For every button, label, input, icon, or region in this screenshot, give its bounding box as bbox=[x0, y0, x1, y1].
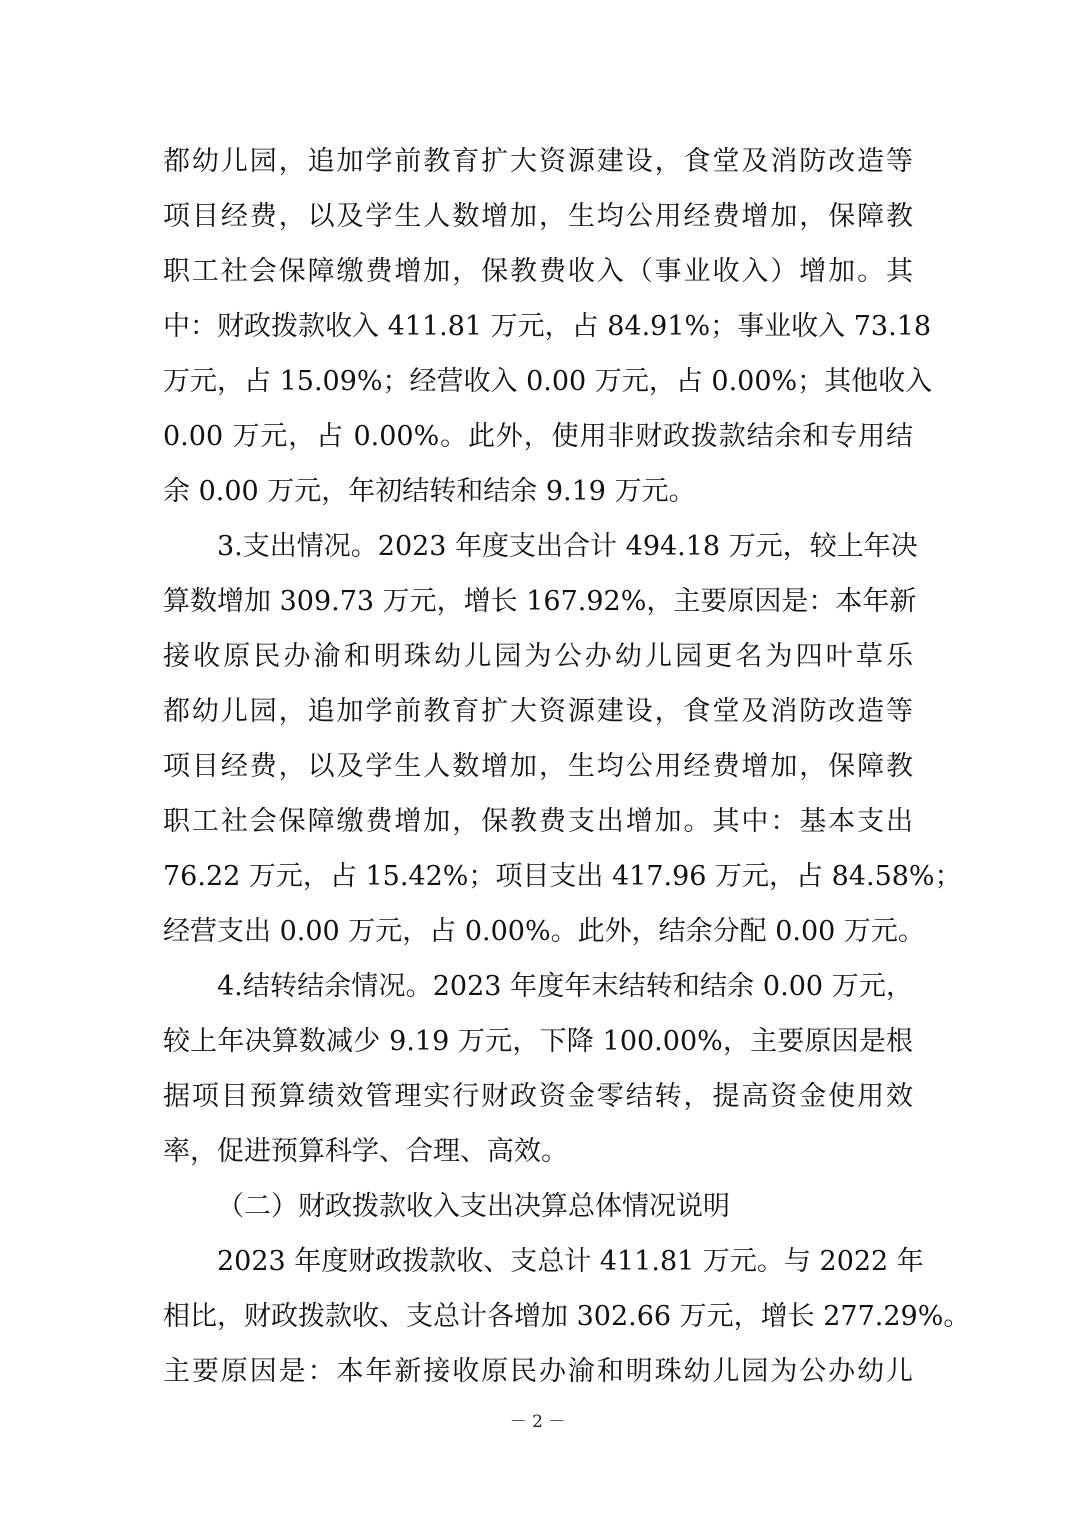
text-line: 经营支出 0.00 万元，占 0.00%。此外，结余分配 0.00 万元。 bbox=[163, 916, 925, 947]
text-line: 据项目预算绩效管理实行财政资金零结转，提高资金使用效 bbox=[163, 1081, 913, 1112]
text-line: 较上年决算数减少 9.19 万元，下降 100.00%，主要原因是根 bbox=[163, 1026, 913, 1057]
text-line: 接收原民办渝和明珠幼儿园为公办幼儿园更名为四叶草乐 bbox=[163, 641, 913, 672]
paragraph-start-fiscal: 2023 年度财政拨款收、支总计 411.81 万元。与 2022 年 bbox=[217, 1246, 924, 1277]
text-line: 中：财政拨款收入 411.81 万元，占 84.91%；事业收入 73.18 bbox=[163, 311, 932, 342]
paragraph-start-expenditure: 3.支出情况。2023 年度支出合计 494.18 万元，较上年决 bbox=[217, 531, 918, 562]
text-line: 0.00 万元，占 0.00%。此外，使用非财政拨款结余和专用结 bbox=[163, 421, 913, 452]
text-line: 职工社会保障缴费增加，保教费支出增加。其中：基本支出 bbox=[163, 806, 913, 837]
text-line: 率，促进预算科学、合理、高效。 bbox=[163, 1136, 568, 1167]
text-line: 76.22 万元，占 15.42%；项目支出 417.96 万元，占 84.58%； bbox=[163, 861, 962, 892]
text-line: 职工社会保障缴费增加，保教费收入（事业收入）增加。其 bbox=[163, 256, 913, 287]
text-line: 算数增加 309.73 万元，增长 167.92%，主要原因是：本年新 bbox=[163, 586, 917, 617]
text-line: 余 0.00 万元，年初结转和结余 9.19 万元。 bbox=[163, 476, 696, 507]
text-line: 相比，财政拨款收、支总计各增加 302.66 万元，增长 277.29%。 bbox=[163, 1301, 971, 1332]
text-line: 万元，占 15.09%；经营收入 0.00 万元，占 0.00%；其他收入 bbox=[163, 366, 933, 397]
body-text bbox=[163, 134, 971, 1399]
text-line: 都幼儿园，追加学前教育扩大资源建设，食堂及消防改造等 bbox=[163, 146, 913, 177]
text-line: 主要原因是：本年新接收原民办渝和明珠幼儿园为公办幼儿 bbox=[163, 1356, 913, 1387]
paragraph-start-carryover: 4.结转结余情况。2023 年度年末结转和结余 0.00 万元， bbox=[217, 971, 913, 1002]
page-number: － 2 － bbox=[509, 1412, 566, 1432]
text-line: 项目经费，以及学生人数增加，生均公用经费增加，保障教 bbox=[163, 751, 913, 782]
text-line: 项目经费，以及学生人数增加，生均公用经费增加，保障教 bbox=[163, 201, 913, 232]
section-heading: （二）财政拨款收入支出决算总体情况说明 bbox=[217, 1191, 730, 1222]
text-line: 都幼儿园，追加学前教育扩大资源建设，食堂及消防改造等 bbox=[163, 696, 913, 727]
